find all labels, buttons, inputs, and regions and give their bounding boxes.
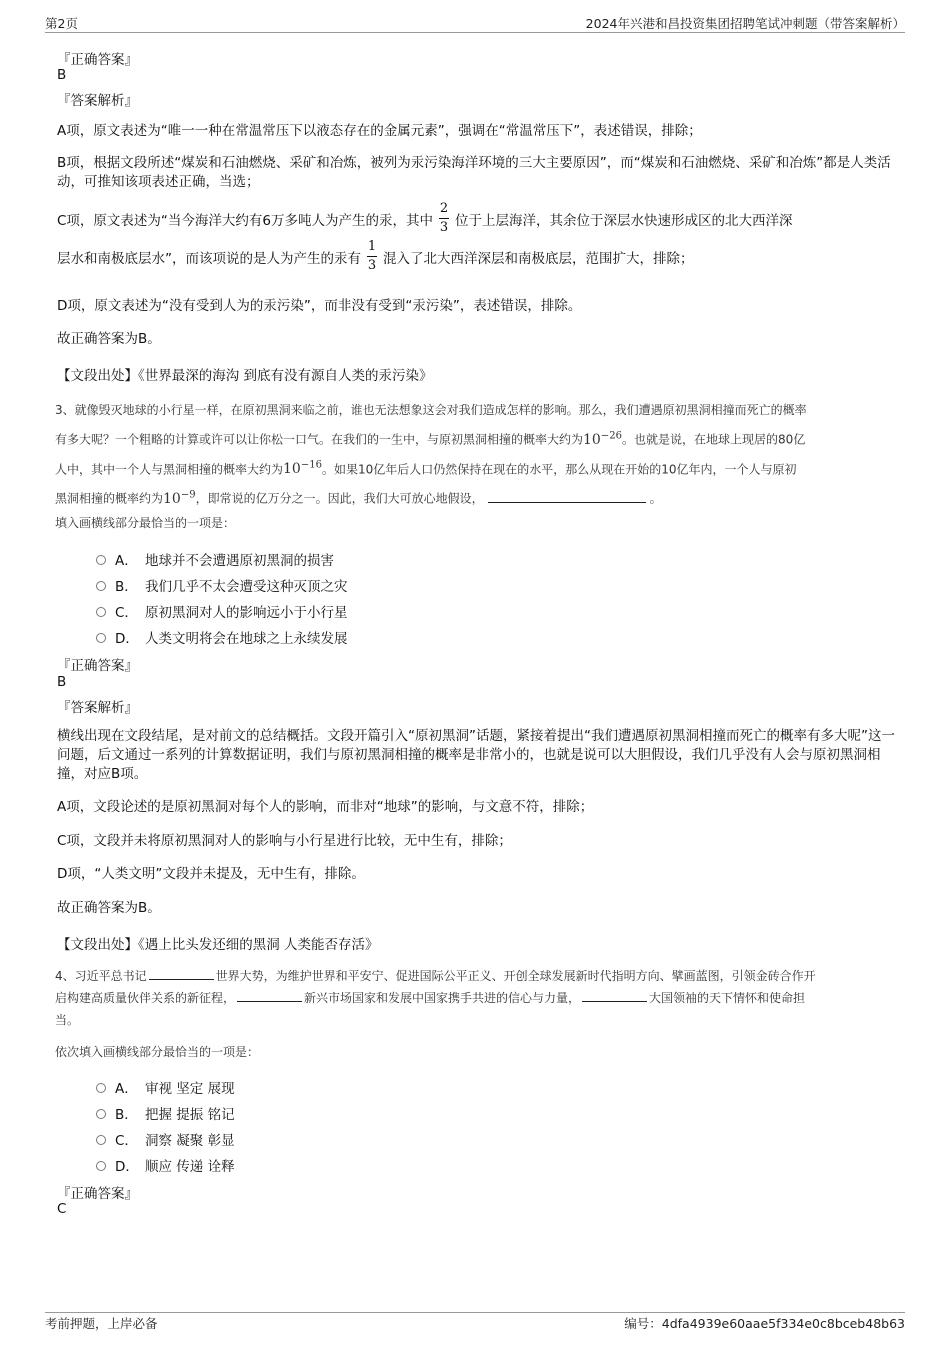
exponent-expression bbox=[163, 491, 196, 507]
option-b[interactable] bbox=[96, 575, 348, 595]
passage-line bbox=[55, 965, 900, 987]
text-segment: ，即常说的亿万分之一。因此，我们大可放心地假设， bbox=[195, 491, 484, 506]
option-d[interactable] bbox=[96, 627, 348, 647]
document-title: 2024年兴港和昌投资集团招聘笔试冲刺题（带答案解析） bbox=[585, 16, 905, 31]
option-text: 人类文明将会在地球之上永续发展 bbox=[145, 631, 348, 647]
exponent-base: 10 bbox=[583, 431, 601, 448]
option-letter: B． bbox=[115, 1107, 138, 1123]
source-title: 《世界最深的海沟 到底有没有源自人类的汞污染》 bbox=[138, 368, 433, 384]
footer-slogan: 考前押题，上岸必备 bbox=[45, 1316, 158, 1331]
option-c[interactable] bbox=[96, 1129, 235, 1149]
text-segment: 。如果10亿年后人口仍然保持在现在的水平，那么从现在开始的10亿年内，一个人与原初 bbox=[321, 462, 797, 477]
answer-label: 『正确答案』 bbox=[57, 52, 138, 68]
serial-label: 编号： bbox=[624, 1316, 662, 1331]
option-letter: A． bbox=[115, 553, 138, 569]
analysis-label: 『答案解析』 bbox=[57, 700, 138, 716]
analysis-option-c-line1 bbox=[57, 202, 793, 235]
text-segment: C项，原文表述为“当今海洋大约有6万多吨人为产生的汞，其中 bbox=[57, 212, 434, 229]
text-segment: 新兴市场国家和发展中国家携手共进的信心与力量， bbox=[304, 991, 581, 1005]
text-segment: 有多大呢？一个粗略的计算或许可以让你松一口气。在我们的一生中，与原初黑洞相撞的概率大约为 bbox=[55, 432, 584, 447]
question-4-passage bbox=[55, 965, 900, 1031]
source-label: 【文段出处】 bbox=[57, 368, 138, 384]
source-citation bbox=[57, 364, 433, 384]
option-letter: C． bbox=[115, 605, 138, 621]
fraction-numerator: 1 bbox=[367, 239, 377, 254]
source-citation bbox=[57, 933, 379, 953]
passage-line: 3、就像毁灭地球的小行星一样，在原初黑洞来临之前，谁也无法想象这会对我们造成怎样的影响。那么，我们遭遇原初黑洞相撞而死亡的概率 bbox=[55, 403, 807, 417]
source-title: 《遇上比头发还细的黑洞 人类能否存活》 bbox=[138, 937, 379, 953]
analysis-option-c: C项，文段并未将原初黑洞对人的影响与小行星进行比较，无中生有，排除； bbox=[57, 833, 512, 849]
question-3-prompt: 填入画横线部分最恰当的一项是： bbox=[55, 516, 236, 530]
analysis-option-a: A项，文段论述的是原初黑洞对每个人的影响，而非对“地球”的影响，与文意不符，排除； bbox=[57, 799, 594, 815]
fraction-numerator: 2 bbox=[439, 201, 449, 216]
answer-label: 『正确答案』 bbox=[57, 658, 138, 674]
text-segment: 位于上层海洋，其余位于深层水快速形成区的北大西洋深 bbox=[455, 212, 793, 229]
radio-icon[interactable] bbox=[96, 1135, 106, 1145]
text-segment: 层水和南极底层水”，而该项说的是人为产生的汞有 bbox=[57, 250, 361, 267]
passage-line bbox=[55, 987, 900, 1009]
fraction-bar bbox=[367, 256, 377, 257]
passage-line: 当。 bbox=[55, 1013, 80, 1027]
analysis-option-d: D项，原文表述为“没有受到人为的汞污染”，而非没有受到“汞污染”，表述错误，排除。 bbox=[57, 298, 582, 314]
question-3-passage bbox=[55, 397, 900, 512]
text-segment: 。也就是说，在地球上现居的80亿 bbox=[621, 432, 806, 447]
analysis-option-d: D项，“人类文明”文段并未提及，无中生有，排除。 bbox=[57, 866, 365, 882]
exponent-power: −9 bbox=[180, 489, 196, 501]
fraction-denominator: 3 bbox=[439, 220, 449, 235]
option-text: 洞察 凝聚 彰显 bbox=[145, 1133, 235, 1149]
option-letter: D． bbox=[115, 1159, 139, 1175]
analysis-option-b: B项，根据文段所述“煤炭和石油燃烧、采矿和冶炼，被列为汞污染海洋环境的三大主要原因”，而“煤炭和石油燃烧、采矿和冶炼”都是人类活动，可推知该项表述正确，当选； bbox=[57, 155, 891, 190]
header-divider bbox=[45, 32, 905, 33]
radio-icon[interactable] bbox=[96, 1161, 106, 1171]
exponent-power: −16 bbox=[300, 459, 322, 471]
radio-icon[interactable] bbox=[96, 555, 106, 565]
passage-line bbox=[55, 453, 900, 483]
option-b[interactable] bbox=[96, 1103, 235, 1123]
analysis-option-c-line2 bbox=[57, 240, 694, 273]
radio-icon[interactable] bbox=[96, 581, 106, 591]
footer-divider bbox=[45, 1312, 905, 1313]
text-segment: 4、习近平总书记 bbox=[55, 969, 147, 983]
text-segment: 黑洞相撞的概率约为 bbox=[55, 491, 164, 506]
option-a[interactable] bbox=[96, 1077, 235, 1097]
fraction-one-third bbox=[367, 240, 377, 273]
analysis-option-a: A项，原文表述为“唯一一种在常温常压下以液态存在的金属元素”，强调在“常温常压下”，表述错误，排除； bbox=[57, 123, 702, 139]
conclusion: 故正确答案为B。 bbox=[57, 331, 161, 347]
text-segment: 大国领袖的天下情怀和使命担 bbox=[649, 991, 806, 1005]
option-letter: C． bbox=[115, 1133, 138, 1149]
fraction-denominator: 3 bbox=[367, 258, 377, 273]
fill-in-blank[interactable] bbox=[237, 990, 302, 1002]
option-letter: A． bbox=[115, 1081, 138, 1097]
question-4-prompt: 依次填入画横线部分最恰当的一项是： bbox=[55, 1045, 260, 1059]
option-text: 审视 坚定 展现 bbox=[145, 1081, 235, 1097]
text-segment: 人中，其中一个人与黑洞相撞的概率大约为 bbox=[55, 462, 284, 477]
answer-value: B bbox=[57, 674, 67, 690]
option-text: 顺应 传递 诠释 bbox=[145, 1159, 235, 1175]
option-text: 我们几乎不太会遭受这种灭顶之灾 bbox=[145, 579, 348, 595]
exponent-expression bbox=[283, 461, 322, 477]
serial-value: 4dfa4939e60aae5f334e0c8bceb48b63 bbox=[661, 1316, 905, 1331]
fill-in-blank[interactable] bbox=[488, 491, 646, 503]
passage-line bbox=[55, 423, 900, 453]
option-text: 把握 提振 铭记 bbox=[145, 1107, 235, 1123]
fraction-two-thirds bbox=[439, 202, 449, 235]
radio-icon[interactable] bbox=[96, 1083, 106, 1093]
option-c[interactable] bbox=[96, 601, 348, 621]
answer-label: 『正确答案』 bbox=[57, 1186, 138, 1202]
answer-value: C bbox=[57, 1201, 67, 1217]
radio-icon[interactable] bbox=[96, 633, 106, 643]
radio-icon[interactable] bbox=[96, 1109, 106, 1119]
radio-icon[interactable] bbox=[96, 607, 106, 617]
option-d[interactable] bbox=[96, 1155, 235, 1175]
source-label: 【文段出处】 bbox=[57, 937, 138, 953]
fraction-bar bbox=[439, 218, 449, 219]
exponent-power: −26 bbox=[600, 430, 622, 441]
analysis-label: 『答案解析』 bbox=[57, 93, 138, 109]
passage-line bbox=[55, 482, 900, 512]
option-text: 地球并不会遭遇原初黑洞的损害 bbox=[145, 553, 334, 569]
answer-value: B bbox=[57, 67, 67, 83]
fill-in-blank[interactable] bbox=[582, 990, 647, 1002]
page-number: 第2页 bbox=[45, 16, 78, 31]
conclusion: 故正确答案为B。 bbox=[57, 900, 161, 916]
text-segment: 启构建高质量伙伴关系的新征程， bbox=[55, 991, 236, 1005]
text-segment: 世界大势，为维护世界和平安宁、促进国际公平正义、开创全球发展新时代指明方向、擘画蓝图，引领金砖合作开 bbox=[215, 969, 816, 983]
exponent-base: 10 bbox=[283, 461, 301, 478]
option-letter: D． bbox=[115, 631, 139, 647]
option-a[interactable] bbox=[96, 549, 334, 569]
option-letter: B． bbox=[115, 579, 138, 595]
option-text: 原初黑洞对人的影响远小于小行星 bbox=[145, 605, 348, 621]
text-segment: 。 bbox=[649, 491, 662, 506]
footer-serial bbox=[624, 1314, 905, 1332]
analysis-main: 横线出现在文段结尾，是对前文的总结概括。文段开篇引入“原初黑洞”话题，紧接着提出“我们遭遇原初黑洞相撞而死亡的概率有多大呢”这一问题，后文通过一系列的计算数据证明，我们与原初黑洞相撞的概率是非常小的，也就是说可以大胆假设，我们几乎没有人会与原初黑洞相撞，对应B项。 bbox=[57, 728, 895, 782]
exponent-expression bbox=[583, 432, 622, 448]
text-segment: 混入了北大西洋深层和南极底层，范围扩大，排除； bbox=[383, 250, 694, 267]
exponent-base: 10 bbox=[163, 490, 181, 507]
fill-in-blank[interactable] bbox=[149, 968, 214, 980]
